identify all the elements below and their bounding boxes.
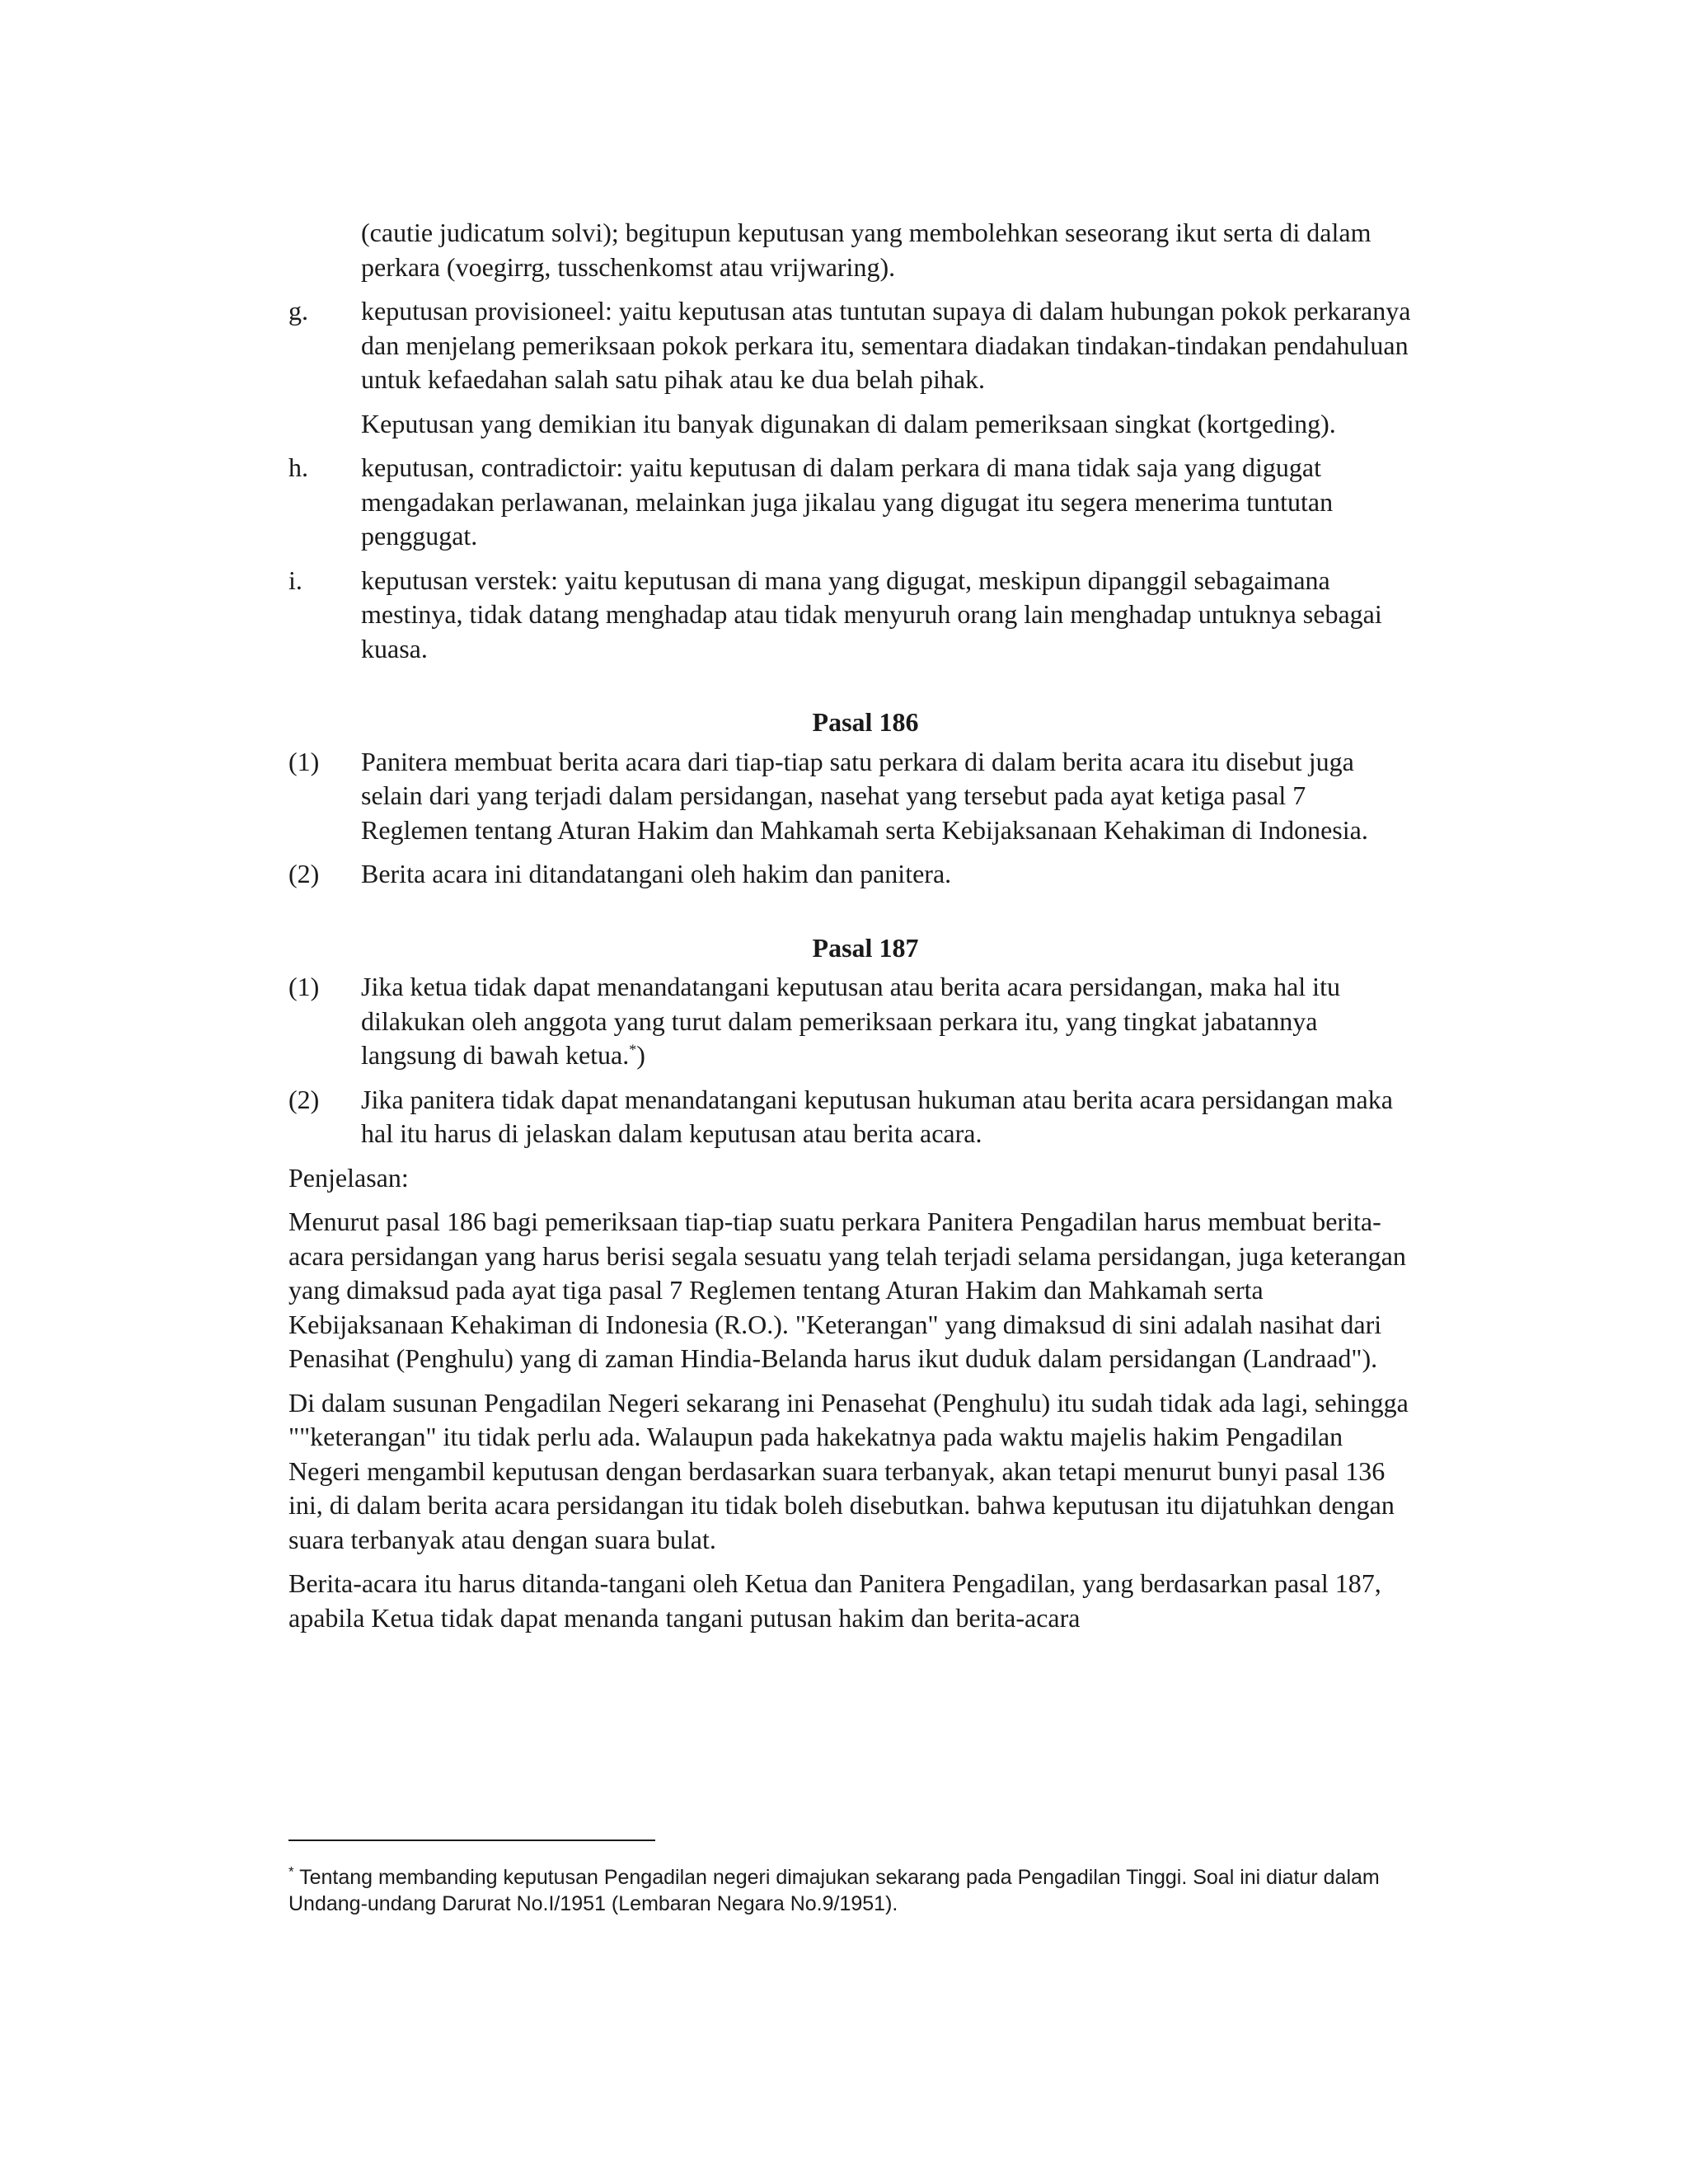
penjelasan-paragraph: Berita-acara itu harus ditanda-tangani oleh Ketua dan Panitera Pengadilan, yang berdasarkan pasal 187, apabila Ketua tidak dapat menanda tangani putusan hakim dan berita-acara (288, 1568, 1381, 1633)
list-item-text: Jika ketua tidak dapat menandatangani keputusan atau berita acara persidangan, maka hal itu dilakukan oleh anggota yang turut dalam pemeriksaan perkara itu, yang tingkat jabatannya langsung di bawah ketua. (361, 972, 1340, 1070)
footnote-text: Tentang membanding keputusan Pengadilan negeri dimajukan sekarang pada Pengadilan Tinggi. Soal ini diatur dalam Undang-undang Darurat No.I/1951 (Lembaran Negara No.9/1951). (288, 1866, 1380, 1915)
list-item-label: (1) (288, 746, 320, 776)
list-item-text: keputusan provisioneel: yaitu keputusan atas tuntutan supaya di dalam hubungan pokok perkaranya dan menjelang pemeriksaan pokok perkara itu, sementara diadakan tindakan-tindakan pendahuluan untuk kefaedahan salah satu pihak atau ke dua belah pihak. (361, 296, 1411, 394)
footnote (288, 1864, 1418, 1917)
list-item-label: (2) (288, 859, 320, 888)
main-text (288, 216, 1418, 1645)
footnote-separator (288, 1840, 655, 1841)
pasal-186-item-2 (288, 857, 1418, 892)
penjelasan-paragraph: Di dalam susunan Pengadilan Negeri sekarang ini Penasehat (Penghulu) itu sudah tidak ada lagi, sehingga ""keterangan" itu tidak perlu ada. Walaupun pada hakekatnya pada waktu majelis hakim Pengadilan Negeri mengambil keputusan dengan berdasarkan suara terbanyak, akan tetapi menurut bunyi pasal 136 ini, di dalam berita acara persidangan itu tidak boleh disebutkan. bahwa keputusan itu dijatuhkan dengan suara terbanyak atau dengan suara bulat. (288, 1387, 1409, 1554)
list-item-label: h. (288, 452, 308, 482)
list-item-g (288, 294, 1418, 397)
pasal-187-item-2 (288, 1083, 1418, 1151)
pasal-187-heading: Pasal 187 (812, 932, 919, 963)
pasal-186-item-1 (288, 745, 1418, 848)
pasal-186-heading: Pasal 186 (812, 707, 919, 737)
footnote-reference[interactable]: * (629, 1041, 637, 1058)
list-item-text: Berita acara ini ditandatangani oleh hakim dan panitera. (361, 859, 952, 888)
list-item-text: keputusan verstek: yaitu keputusan di mana yang digugat, meskipun dipanggil sebagaimana mestinya, tidak datang menghadap atau tidak menyuruh orang lain menghadap untuknya sebagai kuasa. (361, 565, 1382, 663)
list-item-g-continuation: Keputusan yang demikian itu banyak digunakan di dalam pemeriksaan singkat (kortgeding). (361, 408, 1336, 438)
list-item-label: (2) (288, 1084, 320, 1114)
penjelasan-label: Penjelasan: (288, 1162, 409, 1193)
list-item-i (288, 564, 1418, 667)
footnote-mark: * (288, 1863, 294, 1880)
list-item-label: i. (288, 565, 302, 595)
list-item-text: keputusan, contradictoir: yaitu keputusan di dalam perkara di mana tidak saja yang digugat mengadakan perlawanan, melainkan juga jikalau yang digugat itu segera menerima tuntutan penggugat. (361, 452, 1334, 551)
list-item-h (288, 451, 1418, 554)
pasal-187-item-1 (288, 970, 1418, 1073)
penjelasan-paragraph: Menurut pasal 186 bagi pemeriksaan tiap-tiap suatu perkara Panitera Pengadilan harus membuat berita-acara persidangan yang harus berisi segala sesuatu yang telah terjadi selama persidangan, juga keterangan yang dimaksud pada ayat tiga pasal 7 Reglemen tentang Aturan Hakim dan Mahkamah serta Kebijaksanaan Kehakiman di Indonesia (R.O.). "Keterangan" yang dimaksud di sini adalah nasihat dari Penasihat (Penghulu) yang di zaman Hindia-Belanda harus ikut duduk dalam persidangan (Landraad"). (288, 1207, 1406, 1373)
closing-paren: ) (636, 1040, 645, 1070)
list-item-text: Panitera membuat berita acara dari tiap-tiap satu perkara di dalam berita acara itu disebut juga selain dari yang terjadi dalam persidangan, nasehat yang tersebut pada ayat ketiga pasal 7 Reglemen tentang Aturan Hakim dan Mahkamah serta Kebijaksanaan Kehakiman di Indonesia. (361, 746, 1368, 845)
list-item-label: (1) (288, 972, 320, 1001)
continued-paragraph: (cautie judicatum solvi); begitupun keputusan yang membolehkan seseorang ikut serta di dalam perkara (voegirrg, tusschenkomst atau vrijwaring). (361, 218, 1372, 282)
list-item-text: Jika panitera tidak dapat menandatangani keputusan hukuman atau berita acara persidangan maka hal itu harus di jelaskan dalam keputusan atau berita acara. (361, 1084, 1393, 1148)
list-item-label: g. (288, 296, 308, 326)
